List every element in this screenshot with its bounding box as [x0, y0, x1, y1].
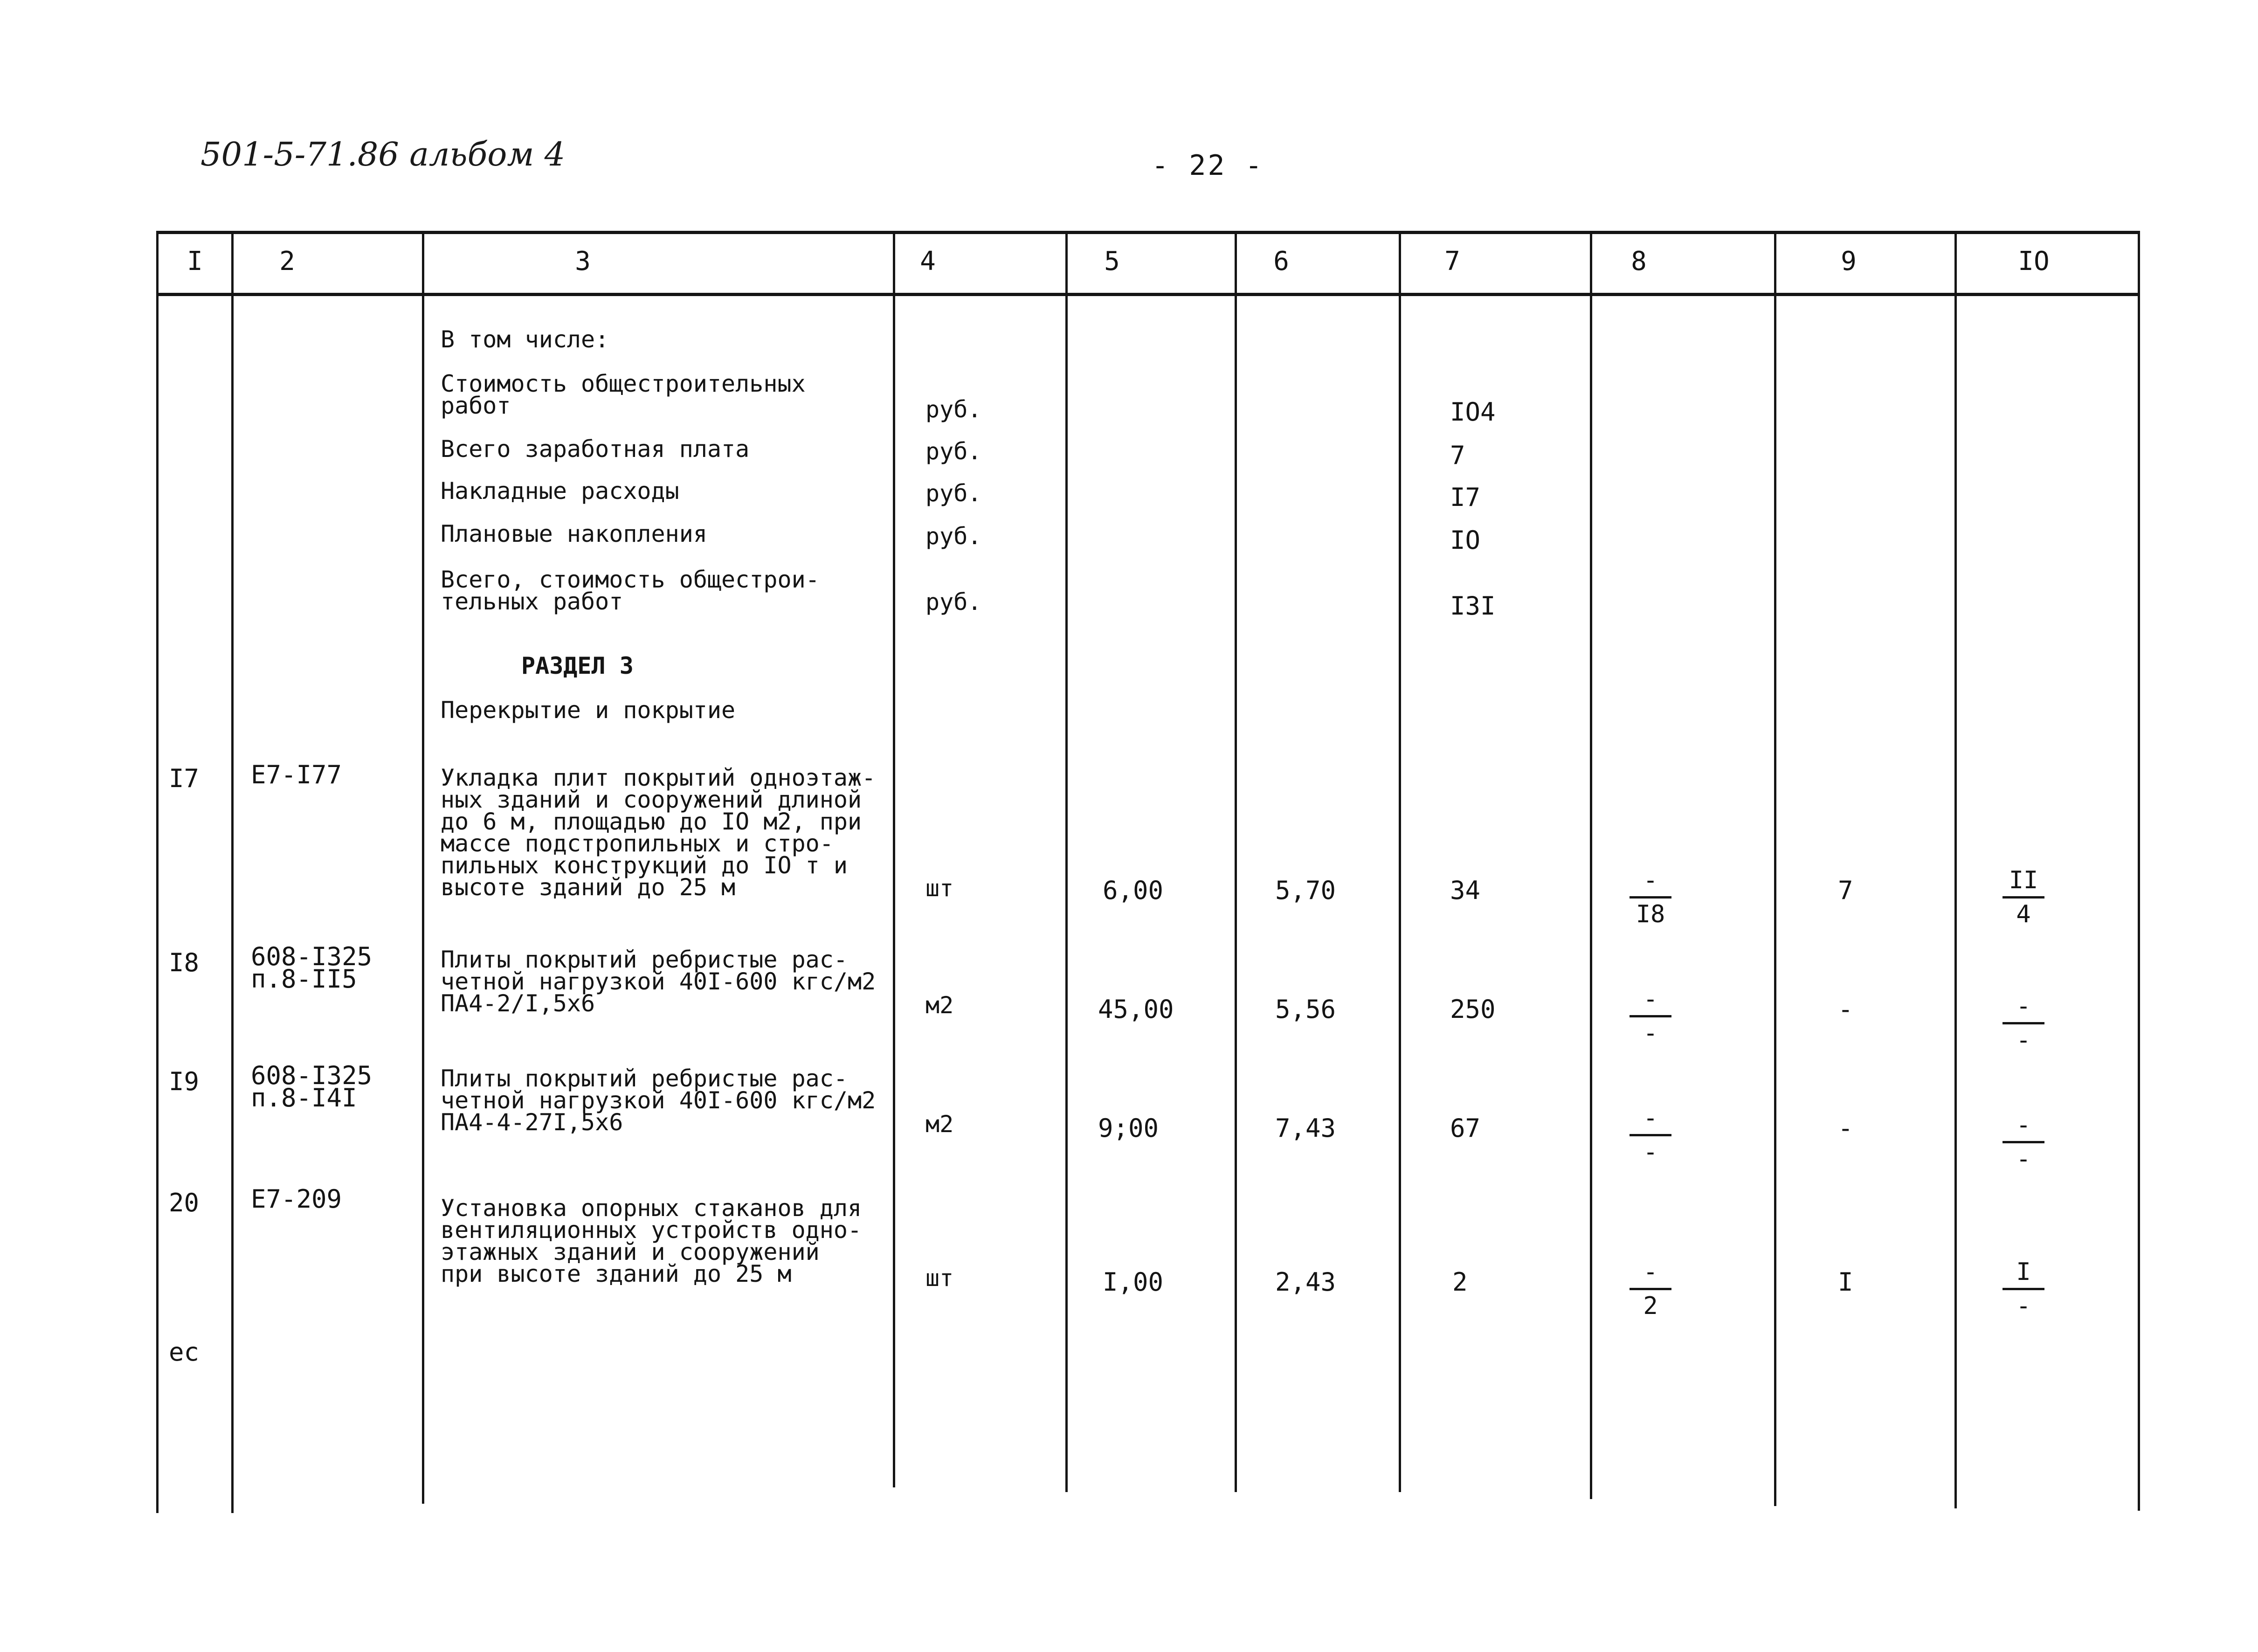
margin-note: ес	[169, 1337, 200, 1367]
column-divider	[1954, 231, 1957, 1508]
fraction-top: -	[1643, 866, 1658, 894]
row-total-cost: 67	[1450, 1113, 1481, 1143]
row-code: Е7-209	[251, 1184, 342, 1214]
cost-item-label: Накладные расходы	[441, 477, 679, 505]
fraction-top: II	[2009, 866, 2038, 894]
row-code: 608-I325 п.8-I4I	[251, 1061, 373, 1113]
row-quantity: 6,00	[1103, 876, 1164, 905]
row-quantity: 45,00	[1098, 995, 1174, 1024]
fraction-bar	[1630, 896, 1671, 899]
row-unit-price: 2,43	[1275, 1267, 1336, 1297]
row-number: I7	[169, 764, 200, 793]
row-unit-price: 5,56	[1275, 995, 1336, 1024]
row-col8-fraction	[1630, 1105, 1671, 1165]
fraction-bar	[2003, 1141, 2044, 1143]
including-heading: В том числе:	[441, 326, 609, 353]
header-top-rule	[156, 231, 2140, 234]
cost-item-label: Стоимость общестроительных работ	[441, 370, 806, 419]
column-divider	[1065, 231, 1068, 1492]
row-col10-fraction	[2003, 1259, 2044, 1319]
cost-item-value: I3I	[1450, 591, 1496, 621]
row-total-cost: 250	[1450, 995, 1496, 1024]
column-divider	[2138, 231, 2140, 1511]
cost-item-unit: руб.	[925, 588, 982, 615]
cost-item-value: IO	[1450, 525, 1481, 555]
column-header-10: IO	[2018, 246, 2050, 276]
fraction-bar	[2003, 1022, 2044, 1024]
fraction-top: -	[1643, 1104, 1658, 1132]
fraction-top: -	[1643, 1258, 1658, 1286]
row-number: I9	[169, 1067, 200, 1096]
row-unit: м2	[925, 1111, 954, 1138]
fraction-bar	[1630, 1134, 1671, 1136]
row-col9: -	[1838, 995, 1853, 1024]
section-title: РАЗДЕЛ 3	[521, 652, 634, 679]
column-divider	[156, 231, 159, 1513]
row-description: Укладка плит покрытий одноэтаж- ных зданий и сооружений длиной до 6 м, площадью до IO м2, при массе подстропильных и стро- пильных конструкций до IO т и высоте зданий до 25 м	[441, 764, 876, 901]
cost-item-value: 7	[1450, 441, 1465, 470]
column-header-8: 8	[1631, 246, 1647, 276]
row-number: 20	[169, 1188, 200, 1217]
row-col9: I	[1838, 1267, 1853, 1297]
row-unit: шт	[925, 1265, 954, 1292]
row-code: 608-I325 п.8-II5	[251, 942, 373, 994]
fraction-bottom: -	[2016, 1026, 2031, 1054]
column-header-6: 6	[1273, 246, 1289, 276]
row-col10-fraction	[2003, 867, 2044, 927]
row-col10-fraction	[2003, 1112, 2044, 1172]
fraction-bar	[1630, 1015, 1671, 1017]
cost-item-label: Всего, стоимость общестрои- тельных работ	[441, 566, 820, 615]
row-total-cost: 2	[1452, 1267, 1468, 1297]
column-divider	[1590, 231, 1592, 1499]
column-divider	[422, 231, 424, 1504]
row-description: Плиты покрытий ребристые рас- четной нагрузкой 40I-600 кгс/м2 ПА4-4-27I,5х6	[441, 1065, 876, 1136]
row-col8-fraction	[1630, 986, 1671, 1046]
fraction-bottom: -	[1643, 1019, 1658, 1047]
fraction-top: -	[2016, 992, 2031, 1020]
row-quantity: 9;00	[1098, 1113, 1159, 1143]
cost-item-unit: руб.	[925, 438, 982, 465]
column-divider	[1235, 231, 1237, 1492]
column-header-1: I	[187, 246, 203, 276]
header-bottom-rule	[156, 293, 2140, 296]
fraction-bottom: 4	[2016, 900, 2031, 928]
row-number: I8	[169, 948, 200, 977]
page-number: - 22 -	[1152, 149, 1264, 182]
cost-item-unit: руб.	[925, 396, 982, 423]
fraction-bottom: -	[1643, 1138, 1658, 1166]
fraction-top: I	[2016, 1258, 2031, 1286]
row-col9: 7	[1838, 876, 1853, 905]
fraction-bottom: -	[2016, 1292, 2031, 1320]
row-code: Е7-I77	[251, 760, 342, 789]
row-total-cost: 34	[1450, 876, 1481, 905]
column-divider	[1399, 231, 1401, 1492]
column-header-2: 2	[279, 246, 295, 276]
cost-item-value: I7	[1450, 483, 1481, 512]
fraction-bar	[2003, 1288, 2044, 1290]
row-description: Установка опорных стаканов для вентиляционных устройств одно- этажных зданий и сооружений при высоте зданий до 25 м	[441, 1195, 862, 1287]
row-unit: м2	[925, 992, 954, 1019]
row-unit-price: 5,70	[1275, 876, 1336, 905]
column-header-5: 5	[1104, 246, 1120, 276]
column-divider	[893, 231, 895, 1487]
row-quantity: I,00	[1103, 1267, 1164, 1297]
column-header-3: 3	[575, 246, 591, 276]
cost-item-label: Плановые накопления	[441, 520, 707, 547]
cost-item-unit: руб.	[925, 480, 982, 507]
column-divider	[1774, 231, 1776, 1506]
row-description: Плиты покрытий ребристые рас- четной нагрузкой 40I-600 кгс/м2 ПА4-2/I,5х6	[441, 946, 876, 1017]
column-header-7: 7	[1444, 246, 1460, 276]
column-header-4: 4	[920, 246, 936, 276]
fraction-top: -	[1643, 985, 1658, 1013]
row-col8-fraction	[1630, 1259, 1671, 1319]
column-divider	[231, 231, 234, 1513]
row-col10-fraction	[2003, 993, 2044, 1053]
fraction-bottom: -	[2016, 1145, 2031, 1173]
cost-item-value: IO4	[1450, 397, 1496, 427]
row-unit-price: 7,43	[1275, 1113, 1336, 1143]
fraction-bar	[1630, 1288, 1671, 1290]
fraction-top: -	[2016, 1111, 2031, 1139]
fraction-bar	[2003, 896, 2044, 899]
row-unit: шт	[925, 875, 954, 902]
section-subtitle: Перекрытие и покрытие	[441, 697, 736, 724]
cost-item-label: Всего заработная плата	[441, 435, 750, 463]
fraction-bottom: 2	[1643, 1292, 1658, 1320]
row-col9: -	[1838, 1113, 1853, 1143]
column-header-9: 9	[1841, 246, 1857, 276]
row-col8-fraction	[1630, 867, 1671, 927]
album-note: 501-5-71.86 альбом 4	[200, 135, 566, 173]
cost-item-unit: руб.	[925, 523, 982, 550]
fraction-bottom: I8	[1636, 900, 1665, 928]
